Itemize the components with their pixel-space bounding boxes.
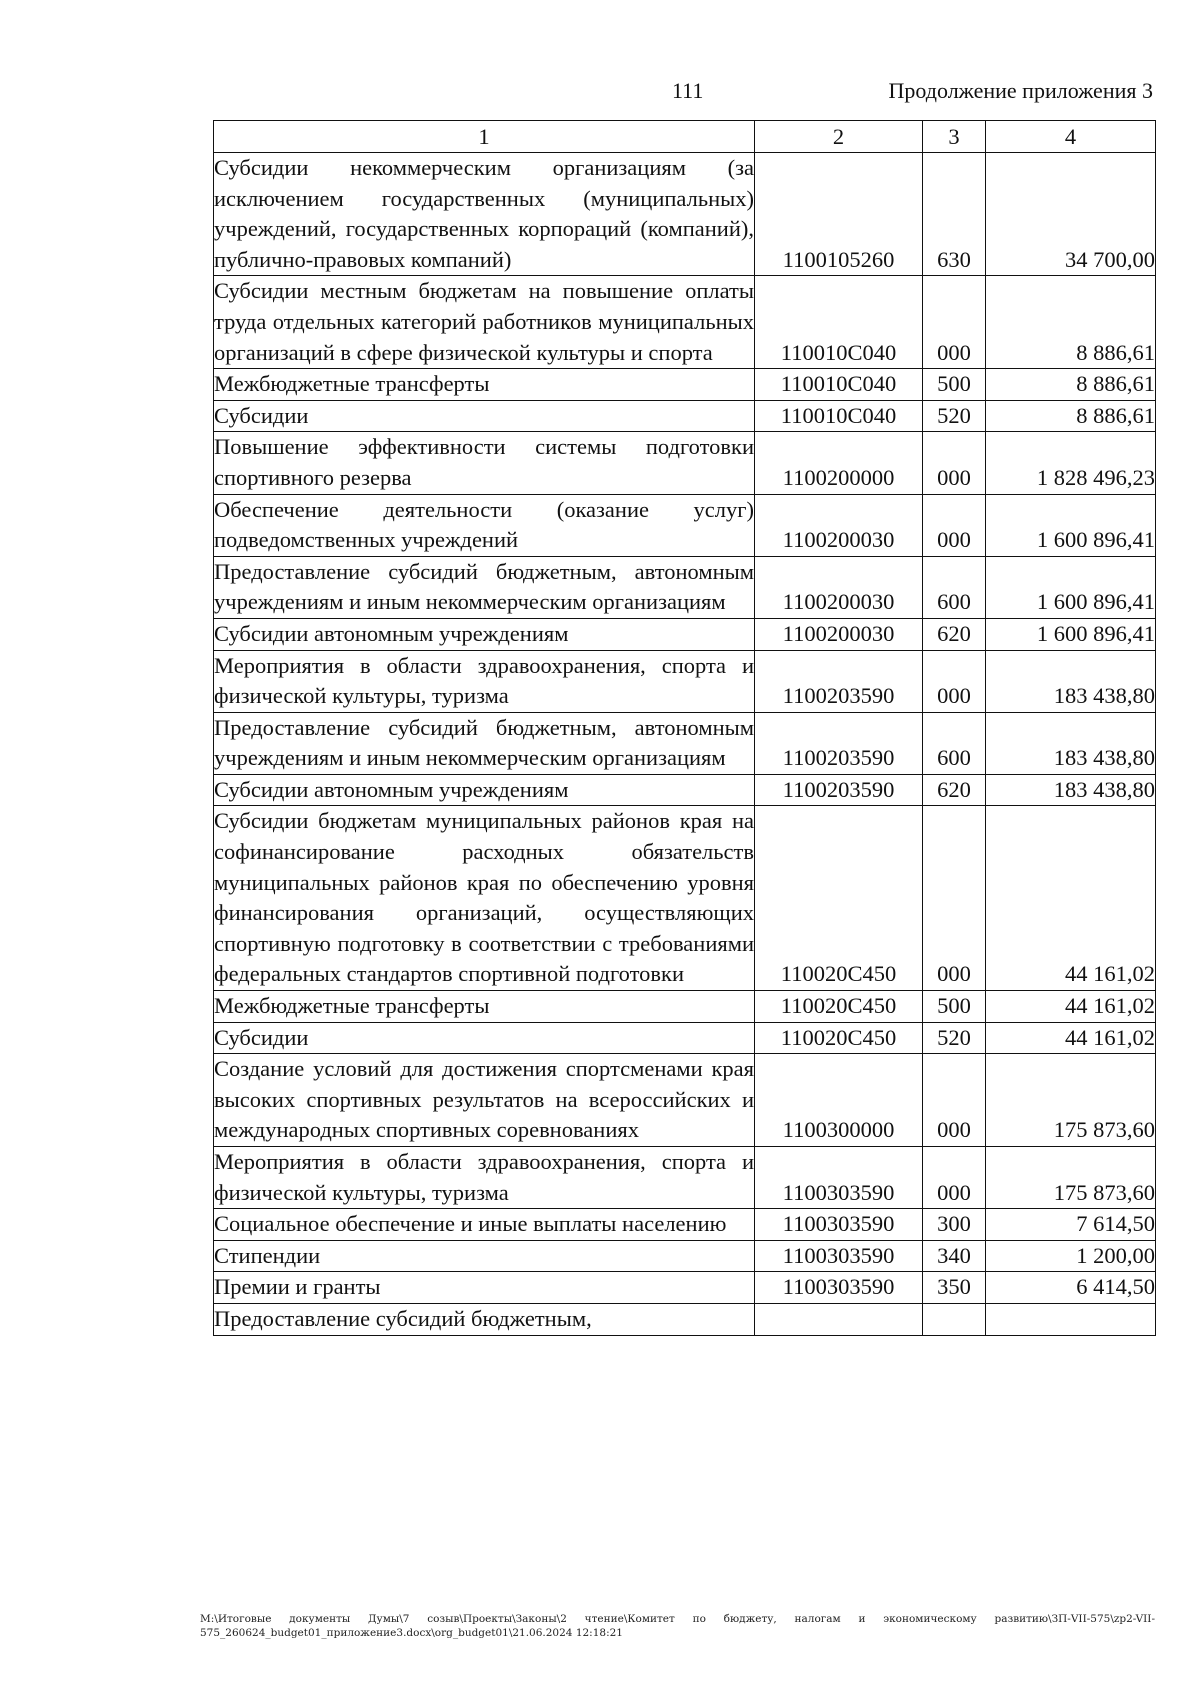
row-sum-cell: 1 600 896,41 <box>986 494 1156 556</box>
row-name-cell: Межбюджетные трансферты <box>214 991 755 1023</box>
row-sum-cell: 7 614,50 <box>986 1209 1156 1241</box>
row-kvr-cell: 350 <box>923 1272 986 1304</box>
row-code-cell: 110010С040 <box>755 276 923 369</box>
row-sum-cell: 44 161,02 <box>986 991 1156 1023</box>
row-name-cell: Субсидии местным бюджетам на повышение оплаты труда отдельных категорий работников муниципальных организаций в сфере физической культуры и спорта <box>214 276 755 369</box>
row-code-cell: 1100105260 <box>755 153 923 276</box>
row-kvr-cell: 630 <box>923 153 986 276</box>
table-row <box>214 1209 1156 1241</box>
row-kvr-cell: 000 <box>923 806 986 991</box>
page-header <box>0 78 1200 112</box>
row-kvr-cell: 000 <box>923 432 986 494</box>
row-name-cell: Субсидии автономным учреждениям <box>214 618 755 650</box>
row-code-cell <box>755 1303 923 1335</box>
row-name-cell: Премии и гранты <box>214 1272 755 1304</box>
row-kvr-cell: 000 <box>923 494 986 556</box>
row-kvr-cell: 000 <box>923 650 986 712</box>
table-row <box>214 556 1156 618</box>
row-sum-cell: 183 438,80 <box>986 712 1156 774</box>
row-sum-cell: 183 438,80 <box>986 774 1156 806</box>
table-row <box>214 1147 1156 1209</box>
row-kvr-cell: 000 <box>923 1054 986 1147</box>
row-name-cell: Предоставление субсидий бюджетным, автономным учреждениям и иным некоммерческим организациям <box>214 556 755 618</box>
row-name-cell: Социальное обеспечение и иные выплаты населению <box>214 1209 755 1241</box>
row-kvr-cell: 340 <box>923 1240 986 1272</box>
row-sum-cell: 1 828 496,23 <box>986 432 1156 494</box>
row-sum-cell: 8 886,61 <box>986 369 1156 401</box>
table-row <box>214 153 1156 276</box>
table-row <box>214 618 1156 650</box>
row-kvr-cell: 500 <box>923 991 986 1023</box>
table-row <box>214 276 1156 369</box>
row-code-cell: 1100200000 <box>755 432 923 494</box>
row-code-cell: 110020С450 <box>755 1022 923 1054</box>
row-kvr-cell: 600 <box>923 712 986 774</box>
row-name-cell: Субсидии некоммерческим организациям (за исключением государственных (муниципальных) учреждений, государственных корпораций (компаний), публично-правовых компаний) <box>214 153 755 276</box>
row-sum-cell: 1 200,00 <box>986 1240 1156 1272</box>
row-code-cell: 1100200030 <box>755 494 923 556</box>
row-sum-cell: 175 873,60 <box>986 1147 1156 1209</box>
row-name-cell: Мероприятия в области здравоохранения, спорта и физической культуры, туризма <box>214 1147 755 1209</box>
table-row <box>214 1054 1156 1147</box>
column-header: 2 <box>755 121 923 153</box>
row-code-cell: 1100300000 <box>755 1054 923 1147</box>
row-code-cell: 110010С040 <box>755 400 923 432</box>
table-row <box>214 1240 1156 1272</box>
row-sum-cell <box>986 1303 1156 1335</box>
row-code-cell: 1100303590 <box>755 1147 923 1209</box>
row-name-cell: Субсидии автономным учреждениям <box>214 774 755 806</box>
row-sum-cell: 8 886,61 <box>986 276 1156 369</box>
column-header: 1 <box>214 121 755 153</box>
row-code-cell: 110020С450 <box>755 806 923 991</box>
row-name-cell: Стипендии <box>214 1240 755 1272</box>
row-name-cell: Межбюджетные трансферты <box>214 369 755 401</box>
table-row <box>214 1272 1156 1304</box>
table-header-row <box>214 121 1156 153</box>
budget-table <box>213 120 1156 1336</box>
row-kvr-cell: 620 <box>923 618 986 650</box>
row-code-cell: 110010С040 <box>755 369 923 401</box>
row-sum-cell: 8 886,61 <box>986 400 1156 432</box>
row-kvr-cell <box>923 1303 986 1335</box>
row-sum-cell: 1 600 896,41 <box>986 618 1156 650</box>
row-code-cell: 110020С450 <box>755 991 923 1023</box>
row-name-cell: Предоставление субсидий бюджетным, автономным учреждениям и иным некоммерческим организациям <box>214 712 755 774</box>
row-name-cell: Предоставление субсидий бюджетным, <box>214 1303 755 1335</box>
table-row <box>214 1303 1156 1335</box>
column-header: 4 <box>986 121 1156 153</box>
row-code-cell: 1100200030 <box>755 618 923 650</box>
row-sum-cell: 183 438,80 <box>986 650 1156 712</box>
table-row <box>214 432 1156 494</box>
table-row <box>214 400 1156 432</box>
page-number: 111 <box>672 78 704 103</box>
row-code-cell: 1100303590 <box>755 1240 923 1272</box>
table-row <box>214 774 1156 806</box>
row-code-cell: 1100203590 <box>755 774 923 806</box>
row-code-cell: 1100200030 <box>755 556 923 618</box>
column-header: 3 <box>923 121 986 153</box>
row-name-cell: Субсидии <box>214 400 755 432</box>
row-kvr-cell: 600 <box>923 556 986 618</box>
row-sum-cell: 34 700,00 <box>986 153 1156 276</box>
row-name-cell: Субсидии бюджетам муниципальных районов края на софинансирование расходных обязательств муниципальных районов края по обеспечению уровня финансирования организаций, осуществляющих спортивную подготовку в соответствии с требованиями федеральных стандартов спортивной подготовки <box>214 806 755 991</box>
row-name-cell: Субсидии <box>214 1022 755 1054</box>
row-kvr-cell: 300 <box>923 1209 986 1241</box>
row-code-cell: 1100203590 <box>755 650 923 712</box>
row-name-cell: Повышение эффективности системы подготовки спортивного резерва <box>214 432 755 494</box>
row-name-cell: Создание условий для достижения спортсменами края высоких спортивных результатов на всероссийских и международных спортивных соревнованиях <box>214 1054 755 1147</box>
table-row <box>214 369 1156 401</box>
row-sum-cell: 6 414,50 <box>986 1272 1156 1304</box>
row-code-cell: 1100303590 <box>755 1272 923 1304</box>
row-kvr-cell: 520 <box>923 1022 986 1054</box>
row-code-cell: 1100203590 <box>755 712 923 774</box>
row-kvr-cell: 620 <box>923 774 986 806</box>
row-kvr-cell: 500 <box>923 369 986 401</box>
row-name-cell: Мероприятия в области здравоохранения, спорта и физической культуры, туризма <box>214 650 755 712</box>
row-sum-cell: 44 161,02 <box>986 1022 1156 1054</box>
row-kvr-cell: 520 <box>923 400 986 432</box>
row-sum-cell: 175 873,60 <box>986 1054 1156 1147</box>
table-row <box>214 806 1156 991</box>
row-sum-cell: 1 600 896,41 <box>986 556 1156 618</box>
row-code-cell: 1100303590 <box>755 1209 923 1241</box>
row-name-cell: Обеспечение деятельности (оказание услуг) подведомственных учреждений <box>214 494 755 556</box>
table-row <box>214 650 1156 712</box>
table-row <box>214 712 1156 774</box>
table-row <box>214 991 1156 1023</box>
continuation-label: Продолжение приложения 3 <box>888 78 1153 103</box>
table-row <box>214 494 1156 556</box>
table-row <box>214 1022 1156 1054</box>
row-kvr-cell: 000 <box>923 1147 986 1209</box>
document-path-footer: М:\Итоговые документы Думы\7 созыв\Проекты\Законы\2 чтение\Комитет по бюджету, налогам и экономическому развитию\ЗП-VII-575\zp2-VII-575_260624_budget01_приложение3.docx\org_budget01\21.06.2024 12:18:21 <box>200 1613 1155 1639</box>
row-sum-cell: 44 161,02 <box>986 806 1156 991</box>
row-kvr-cell: 000 <box>923 276 986 369</box>
